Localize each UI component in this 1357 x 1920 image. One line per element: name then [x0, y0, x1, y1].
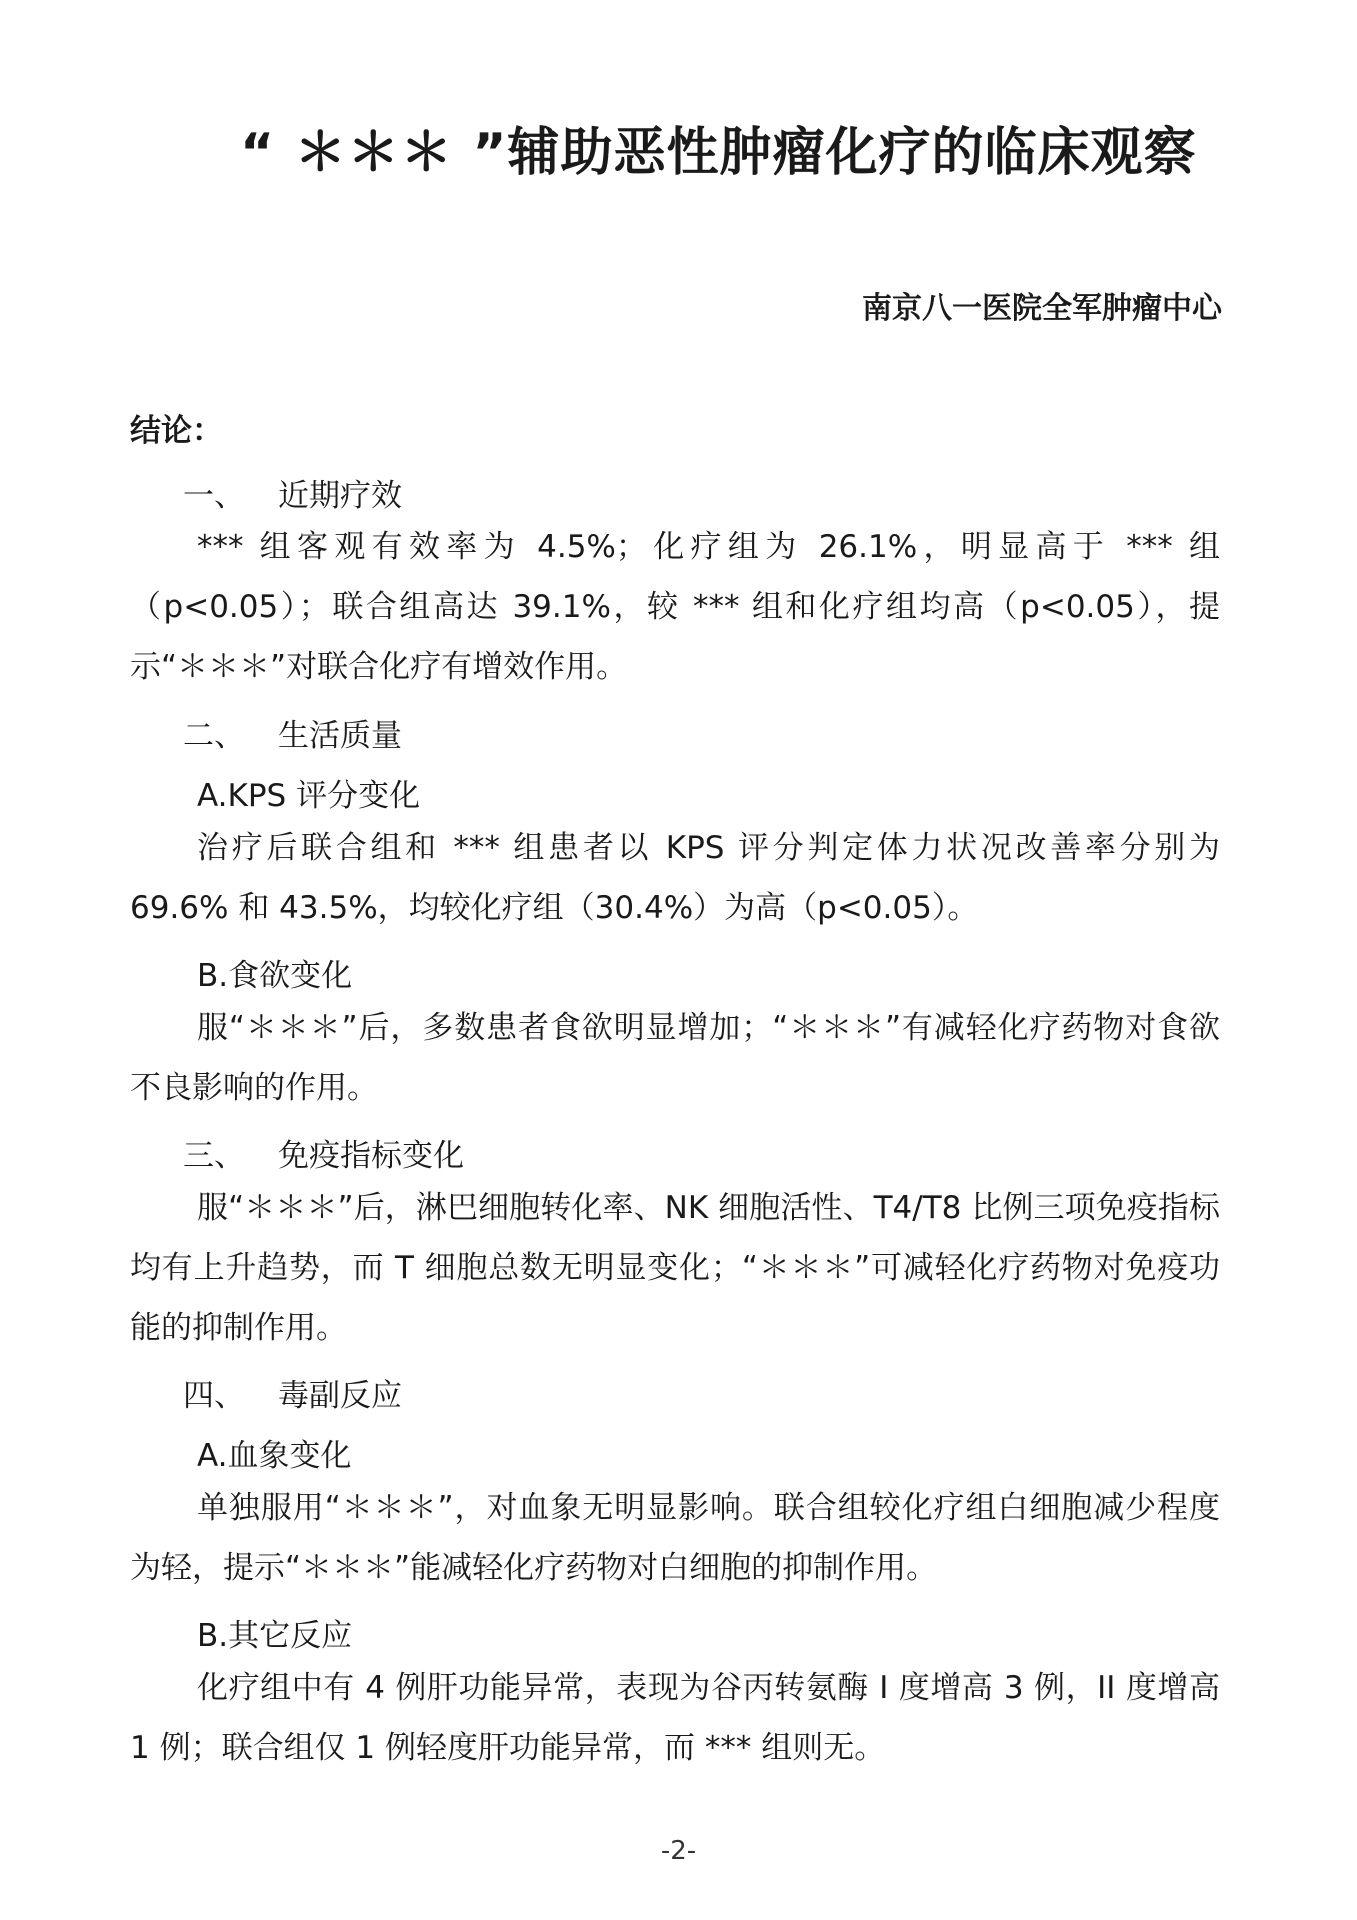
subsection-other-text: 化疗组中有 4 例肝功能异常，表现为谷丙转氨酶 I 度增高 3 例，II 度增高 1 例；联合组仅 1 例轻度肝功能异常，而 *** 组则无。 — [130, 1670, 1220, 1766]
section-number: 一、 — [183, 478, 245, 514]
conclusion-label: 结论： — [130, 413, 223, 449]
section-title: 免疫指标变化 — [278, 1138, 464, 1174]
section-heading-1 — [183, 470, 402, 515]
subsection-appetite-text: 服“＊＊＊”后，多数患者食欲明显增加；“＊＊＊”有减轻化疗药物对食欲不良影响的作用。 — [130, 1010, 1220, 1106]
subsection-appetite-title: B.食欲变化 — [197, 958, 353, 994]
section-heading-2 — [183, 710, 402, 755]
section-1-paragraph: *** 组客观有效率为 4.5%；化疗组为 26.1%，明显高于 *** 组（p<0.05）；联合组高达 39.1%，较 *** 组和化疗组均高（p<0.05），提示“＊＊＊”对联合化疗有增效作用。 — [130, 529, 1220, 685]
subsection-blood-title: A.血象变化 — [197, 1438, 352, 1474]
page-number: -2- — [660, 1836, 697, 1866]
section-3-paragraph: 服“＊＊＊”后，淋巴细胞转化率、NK 细胞活性、T4/T8 比例三项免疫指标均有上升趋势，而 T 细胞总数无明显变化；“＊＊＊”可减轻化疗药物对免疫功能的抑制作用。 — [130, 1190, 1220, 1346]
subsection-other-title: B.其它反应 — [197, 1618, 353, 1654]
section-number: 四、 — [183, 1378, 245, 1414]
section-number: 二、 — [183, 718, 245, 754]
subsection-kps-text: 治疗后联合组和 *** 组患者以 KPS 评分判定体力状况改善率分别为 69.6% 和 43.5%，均较化疗组（30.4%）为高（p<0.05）。 — [130, 830, 1220, 926]
section-heading-4 — [183, 1370, 402, 1415]
section-title: 生活质量 — [278, 718, 402, 754]
subsection-kps-title: A.KPS 评分变化 — [197, 778, 421, 814]
section-heading-3 — [183, 1130, 464, 1175]
section-title: 近期疗效 — [278, 478, 402, 514]
section-title: 毒副反应 — [278, 1378, 402, 1414]
document-title: “ ＊＊＊ ”辅助恶性肿瘤化疗的临床观察 — [240, 123, 1197, 183]
subsection-blood-text: 单独服用“＊＊＊”，对血象无明显影响。联合组较化疗组白细胞减少程度为轻，提示“＊＊＊”能减轻化疗药物对白细胞的抑制作用。 — [130, 1490, 1220, 1586]
section-number: 三、 — [183, 1138, 245, 1174]
organization-name: 南京八一医院全军肿瘤中心 — [862, 291, 1222, 326]
